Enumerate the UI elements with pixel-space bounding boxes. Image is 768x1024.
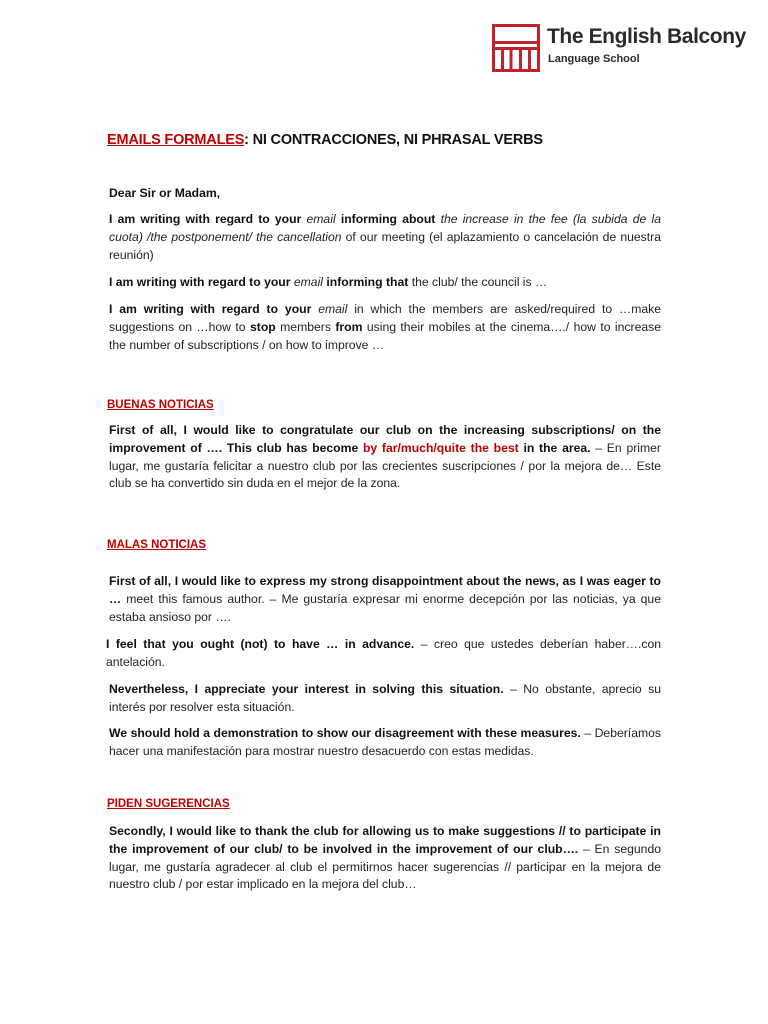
paragraph-bad-news-advance: I feel that you ought (not) to have … in advance. – creo que ustedes deberían haber….con antelación.: [106, 637, 661, 669]
paragraph-regard-informing-about: I am writing with regard to your email informing about the increase in the fee (la subida de la cuota) /the postponement/ the cancellation of our meeting (el aplazamiento o cancelación de nuestra reunión): [109, 212, 661, 262]
school-logo: [492, 24, 746, 74]
paragraph-bad-news-appreciate: Nevertheless, I appreciate your interest in solving this situation. – No obstante, aprecio su interés por resolver esta situación.: [109, 682, 661, 714]
title-rest: : NI CONTRACCIONES, NI PHRASAL VERBS: [244, 132, 543, 148]
greeting: Dear Sir or Madam,: [109, 186, 221, 200]
title-highlight: EMAILS FORMALES: [107, 132, 245, 148]
paragraph-good-news: First of all, I would like to congratulate our club on the increasing subscriptions/ on the improvement of …. This club has become by far/much/quite the best in the area. – En primer lugar, me gustaría felicitar a nuestro club por las crecientes suscripciones / por la mejora de… Este club se ha convertido sin duda en el mejor de la zona.: [109, 423, 661, 491]
heading-bad-news: MALAS NOTICIAS: [107, 539, 207, 551]
paragraph-bad-news-disappointment: First of all, I would like to express my strong disappointment about the news, as I was eager to … meet this famous author. – Me gustaría expresar mi enorme decepción por las noticias, ya que estaba ansioso por ….: [109, 574, 661, 624]
logo-title: The English Balcony: [547, 25, 746, 48]
paragraph-regard-informing-that: I am writing with regard to your email informing that the club/ the council is …: [109, 275, 548, 289]
heading-suggestions: PIDEN SUGERENCIAS: [107, 798, 230, 810]
logo-subtitle: Language School: [548, 53, 640, 65]
balcony-logo-icon: [492, 24, 540, 72]
paragraph-suggestions: Secondly, I would like to thank the club for allowing us to make suggestions // to participate in the improvement of our club/ to be involved in the improvement of our club…. – En segundo lugar, me gustaría agradecer al club el permitirnos hacer sugerencias // participar en la mejora de nuestro club / por estar implicado en la mejora del club…: [109, 824, 661, 892]
page-title: [107, 132, 543, 148]
heading-good-news: BUENAS NOTICIAS: [107, 399, 214, 411]
paragraph-bad-news-demonstration: We should hold a demonstration to show our disagreement with these measures. – Deberíamos hacer una manifestación para mostrar nuestro desacuerdo con estas medidas.: [109, 726, 661, 758]
paragraph-regard-members-asked: I am writing with regard to your email in which the members are asked/required to …make suggestions on …how to stop members from using their mobiles at the cinema…./ how to increase the number of subscriptions / on how to improve …: [109, 302, 661, 352]
